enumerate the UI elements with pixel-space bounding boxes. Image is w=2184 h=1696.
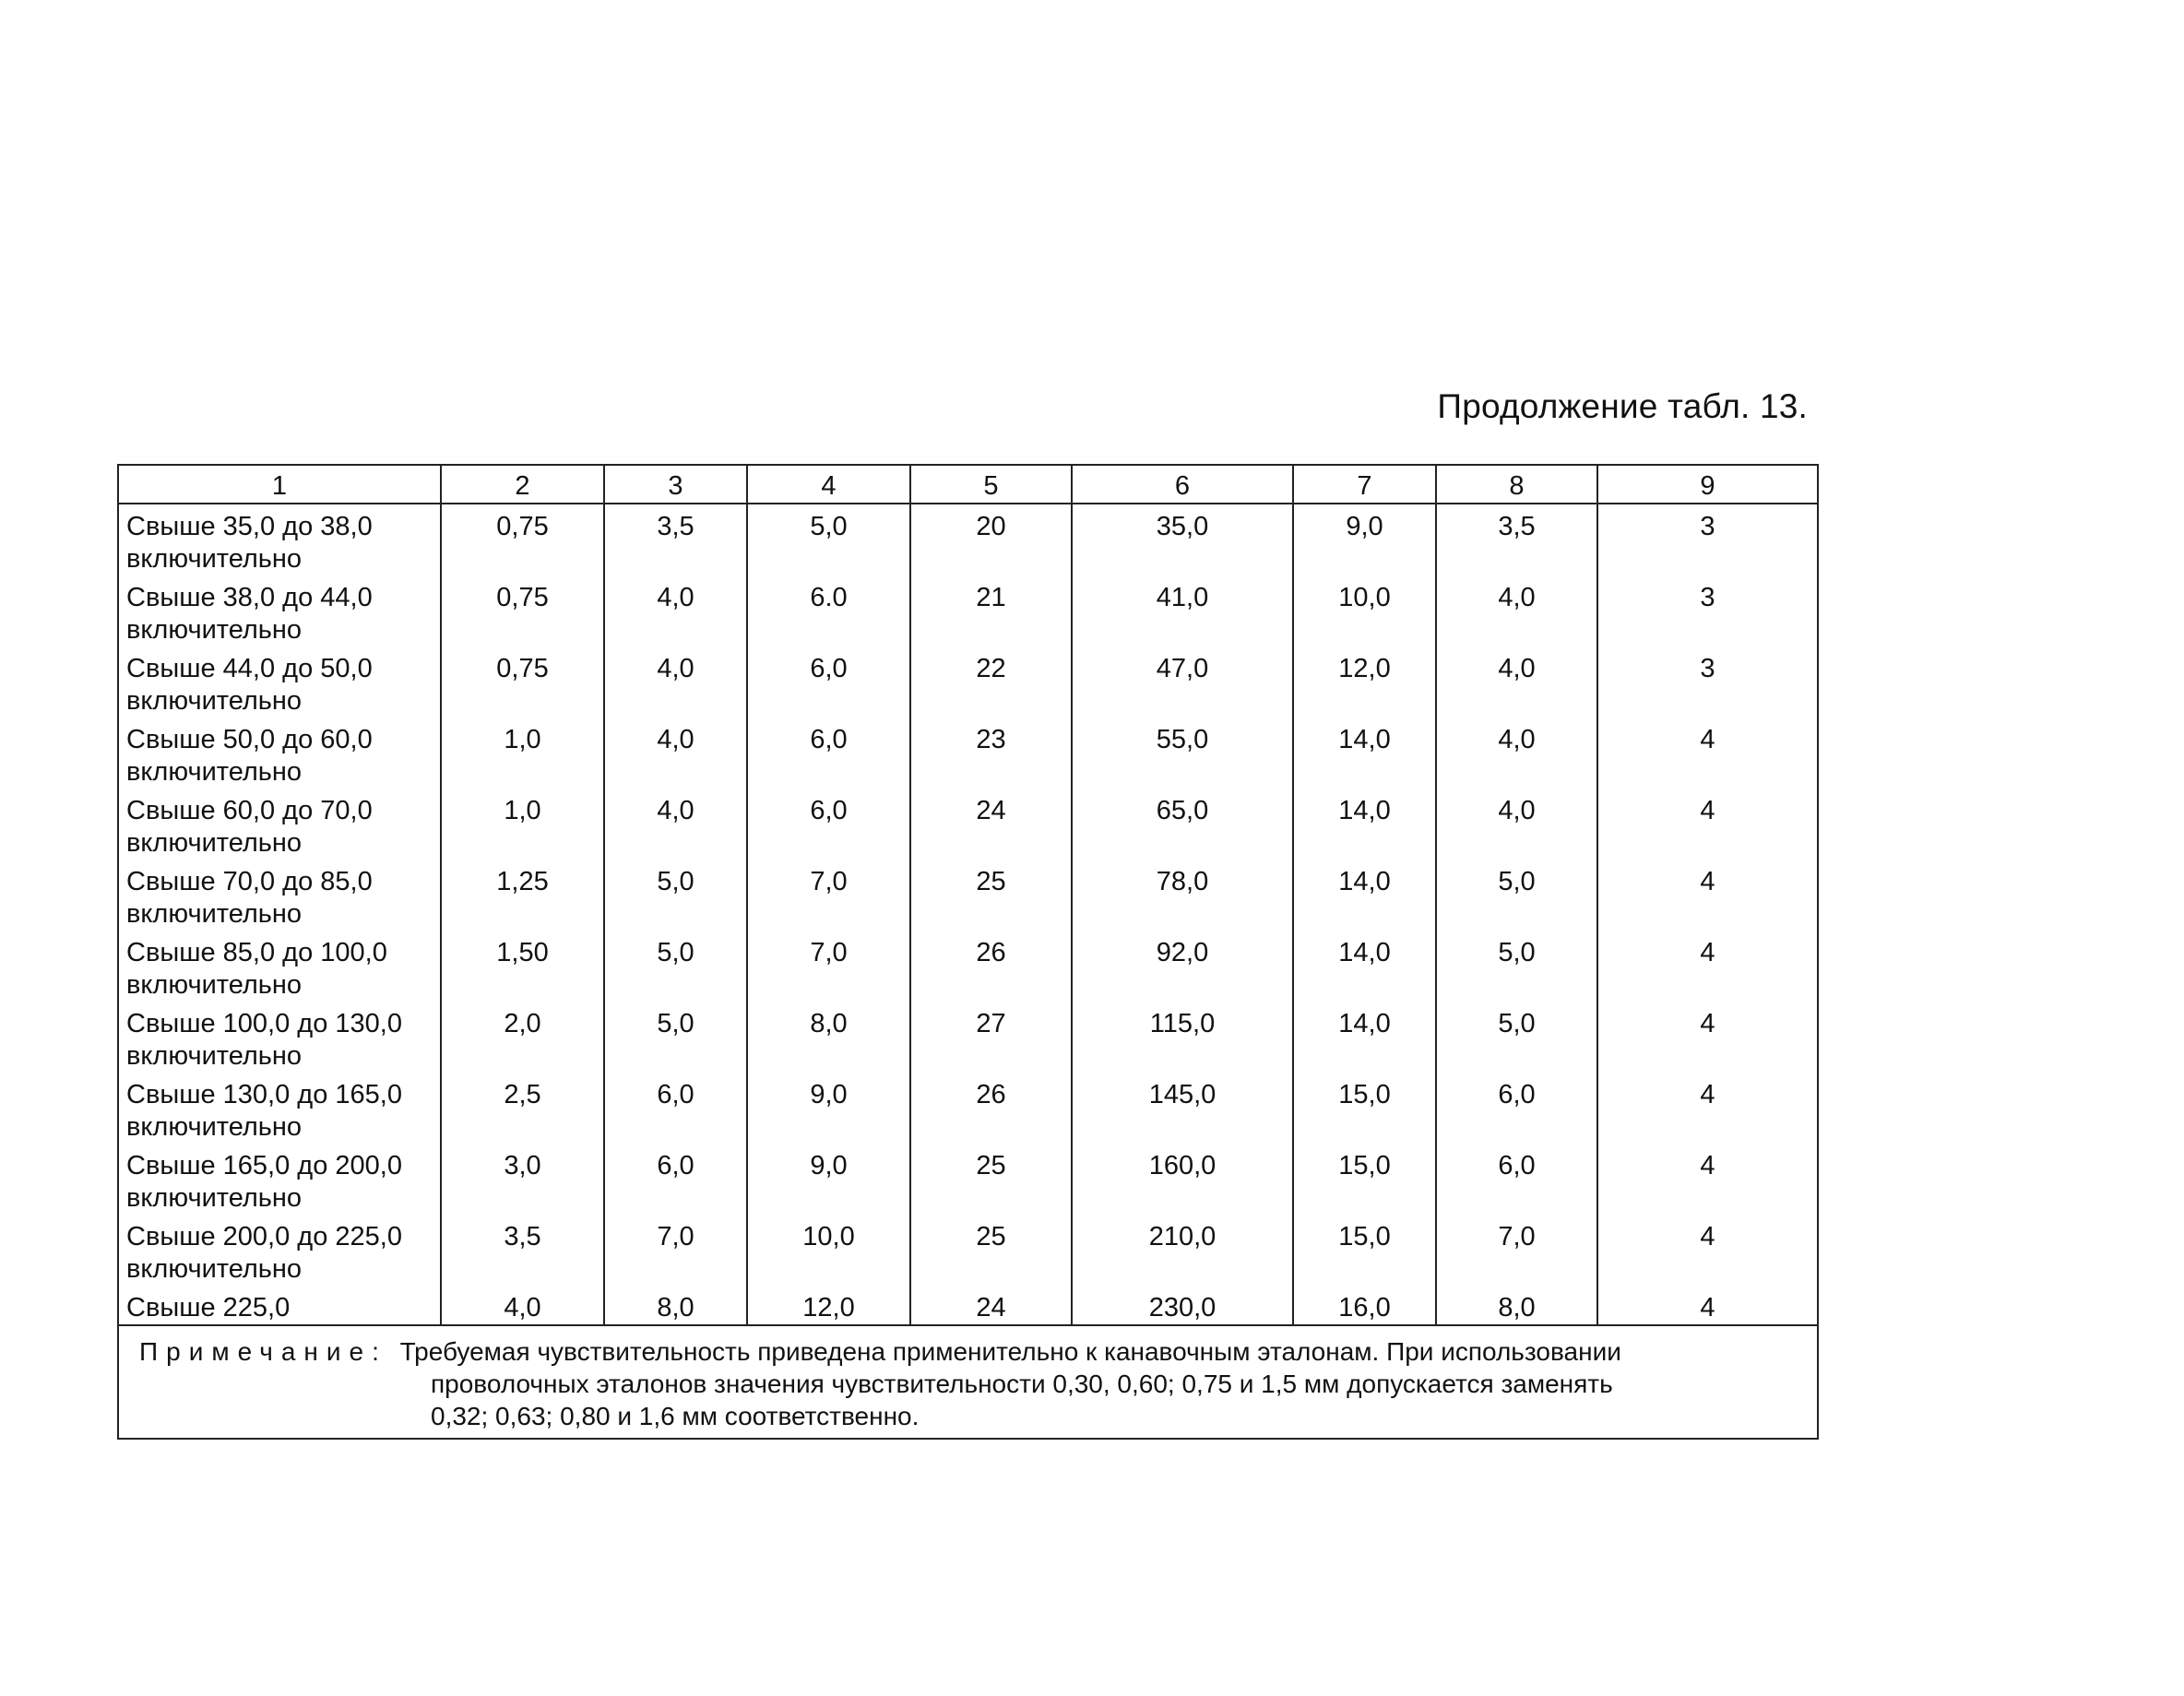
cell-value: 3,5 [1498,512,1536,541]
value-cell-col-5 [910,1144,1072,1215]
column-header: 5 [910,465,1072,504]
data-table [117,464,1819,1440]
value-cell-col-4 [747,931,910,1002]
cell-value: 9,0 [810,1151,848,1180]
cell-value: 5,0 [1498,867,1536,896]
cell-value: 8,0 [810,1009,848,1038]
cell-value: 3,5 [657,512,694,541]
cell-value: 1,0 [504,725,541,754]
value-cell-col-8 [1436,575,1597,646]
cell-value: 4,0 [1498,796,1536,825]
cell-value: 26 [976,938,1006,967]
cell-value: 15,0 [1338,1080,1391,1109]
cell-value: 160,0 [1148,1151,1217,1180]
table-row [118,931,1818,1002]
cell-value: 5,0 [810,512,848,541]
cell-value: 41,0 [1156,583,1209,612]
cell-value: 16,0 [1338,1293,1391,1322]
value-cell-col-6 [1072,931,1293,1002]
cell-value: 3 [1700,583,1715,612]
value-cell-col-4 [747,1073,910,1144]
cell-value: 14,0 [1338,796,1391,825]
value-cell-col-7 [1293,1286,1436,1325]
value-cell-col-9 [1597,1144,1818,1215]
range-suffix: включительно [126,615,303,645]
range-cell [118,931,441,1002]
range-cell [118,575,441,646]
cell-value: 78,0 [1156,867,1209,896]
value-cell-col-3 [604,504,747,575]
cell-value: 8,0 [1498,1293,1536,1322]
cell-value: 4 [1700,1080,1715,1109]
cell-value: 26 [976,1080,1006,1109]
column-header: 3 [604,465,747,504]
range-label: Свыше 70,0 до 85,0 [126,867,373,896]
cell-value: 5,0 [1498,938,1536,967]
cell-value: 5,0 [1498,1009,1536,1038]
value-cell-col-3 [604,931,747,1002]
note-row [118,1325,1818,1439]
range-cell [118,1002,441,1073]
column-header: 8 [1436,465,1597,504]
range-label: Свыше 50,0 до 60,0 [126,725,373,754]
range-suffix: включительно [126,828,303,858]
value-cell-col-4 [747,1286,910,1325]
value-cell-col-9 [1597,1002,1818,1073]
value-cell-col-4 [747,1215,910,1286]
value-cell-col-9 [1597,789,1818,860]
table-row [118,718,1818,789]
value-cell-col-6 [1072,504,1293,575]
cell-value: 1,50 [496,938,549,967]
cell-value: 4 [1700,938,1715,967]
value-cell-col-5 [910,860,1072,931]
cell-value: 4,0 [1498,725,1536,754]
cell-value: 3 [1700,512,1715,541]
value-cell-col-3 [604,1144,747,1215]
value-cell-col-4 [747,575,910,646]
range-label: Свыше 60,0 до 70,0 [126,796,373,825]
range-suffix: включительно [126,1041,303,1071]
note-line-2: проволочных эталонов значения чувствительности 0,30, 0,60; 0,75 и 1,5 мм допускается заменять [431,1370,1613,1398]
value-cell-col-3 [604,860,747,931]
cell-value: 14,0 [1338,938,1391,967]
cell-value: 25 [976,1222,1006,1251]
cell-value: 25 [976,1151,1006,1180]
value-cell-col-9 [1597,1073,1818,1144]
cell-value: 4,0 [657,583,694,612]
value-cell-col-5 [910,646,1072,718]
cell-value: 12,0 [1338,654,1391,683]
value-cell-col-9 [1597,860,1818,931]
cell-value: 7,0 [810,938,848,967]
value-cell-col-6 [1072,646,1293,718]
value-cell-col-8 [1436,1286,1597,1325]
table-row [118,860,1818,931]
value-cell-col-9 [1597,575,1818,646]
value-cell-col-2 [441,1215,604,1286]
value-cell-col-8 [1436,1002,1597,1073]
cell-value: 2,5 [504,1080,541,1109]
value-cell-col-7 [1293,789,1436,860]
cell-value: 23 [976,725,1006,754]
value-cell-col-2 [441,1073,604,1144]
range-cell [118,1073,441,1144]
value-cell-col-5 [910,504,1072,575]
range-label: Свыше 35,0 до 38,0 [126,512,373,541]
cell-value: 27 [976,1009,1006,1038]
range-cell [118,1215,441,1286]
cell-value: 6,0 [657,1151,694,1180]
column-header: 1 [118,465,441,504]
cell-value: 14,0 [1338,725,1391,754]
cell-value: 5,0 [657,1009,694,1038]
cell-value: 14,0 [1338,1009,1391,1038]
range-cell [118,718,441,789]
cell-value: 55,0 [1156,725,1209,754]
cell-value: 0,75 [496,654,549,683]
cell-value: 210,0 [1148,1222,1217,1251]
value-cell-col-8 [1436,1215,1597,1286]
value-cell-col-2 [441,1286,604,1325]
range-label: Свыше 200,0 до 225,0 [126,1222,402,1251]
cell-value: 15,0 [1338,1222,1391,1251]
value-cell-col-6 [1072,1144,1293,1215]
value-cell-col-4 [747,646,910,718]
range-label: Свыше 100,0 до 130,0 [126,1009,402,1038]
cell-value: 5,0 [657,938,694,967]
value-cell-col-6 [1072,1215,1293,1286]
value-cell-col-5 [910,718,1072,789]
table-row [118,1215,1818,1286]
value-cell-col-5 [910,1002,1072,1073]
value-cell-col-4 [747,1002,910,1073]
table-row [118,789,1818,860]
table-row [118,1144,1818,1215]
cell-value: 92,0 [1156,938,1209,967]
cell-value: 47,0 [1156,654,1209,683]
range-label: Свыше 44,0 до 50,0 [126,654,373,683]
value-cell-col-2 [441,718,604,789]
cell-value: 4 [1700,1009,1715,1038]
cell-value: 6,0 [1498,1080,1536,1109]
table-row [118,1073,1818,1144]
cell-value: 10,0 [1338,583,1391,612]
cell-value: 3,0 [504,1151,541,1180]
cell-value: 4 [1700,725,1715,754]
cell-value: 20 [976,512,1006,541]
cell-value: 7,0 [810,867,848,896]
range-cell [118,646,441,718]
value-cell-col-5 [910,1073,1072,1144]
cell-value: 6.0 [810,583,848,612]
value-cell-col-7 [1293,504,1436,575]
value-cell-col-9 [1597,1215,1818,1286]
value-cell-col-7 [1293,575,1436,646]
cell-value: 6,0 [810,725,848,754]
value-cell-col-2 [441,789,604,860]
value-cell-col-2 [441,575,604,646]
value-cell-col-2 [441,931,604,1002]
value-cell-col-3 [604,1073,747,1144]
cell-value: 5,0 [657,867,694,896]
cell-value: 0,75 [496,583,549,612]
value-cell-col-5 [910,1286,1072,1325]
value-cell-col-2 [441,1002,604,1073]
table-row [118,575,1818,646]
value-cell-col-8 [1436,1073,1597,1144]
column-header: 6 [1072,465,1293,504]
value-cell-col-8 [1436,931,1597,1002]
header-row [118,465,1818,504]
range-cell [118,860,441,931]
cell-value: 1,0 [504,796,541,825]
cell-value: 4 [1700,1151,1715,1180]
table-container [117,464,1817,1440]
range-cell [118,1144,441,1215]
table-caption: Продолжение табл. 13. [1437,387,1808,425]
range-label: Свыше 225,0 [126,1293,291,1322]
cell-value: 3,5 [504,1222,541,1251]
range-label: Свыше 165,0 до 200,0 [126,1151,402,1180]
note-cell [118,1325,1818,1439]
value-cell-col-2 [441,504,604,575]
value-cell-col-5 [910,1215,1072,1286]
range-suffix: включительно [126,1112,303,1142]
range-suffix: включительно [126,1254,303,1284]
value-cell-col-7 [1293,1002,1436,1073]
value-cell-col-9 [1597,646,1818,718]
cell-value: 4 [1700,1222,1715,1251]
value-cell-col-6 [1072,1286,1293,1325]
range-cell [118,789,441,860]
value-cell-col-8 [1436,1144,1597,1215]
cell-value: 4,0 [657,654,694,683]
value-cell-col-6 [1072,575,1293,646]
cell-value: 4,0 [504,1293,541,1322]
note-label: Примечание: [139,1337,387,1366]
cell-value: 4,0 [657,796,694,825]
cell-value: 1,25 [496,867,549,896]
value-cell-col-7 [1293,1144,1436,1215]
cell-value: 0,75 [496,512,549,541]
cell-value: 22 [976,654,1006,683]
range-cell [118,504,441,575]
cell-value: 7,0 [1498,1222,1536,1251]
value-cell-col-7 [1293,1073,1436,1144]
value-cell-col-3 [604,1286,747,1325]
value-cell-col-3 [604,575,747,646]
table-row [118,504,1818,575]
value-cell-col-9 [1597,1286,1818,1325]
value-cell-col-4 [747,504,910,575]
cell-value: 6,0 [1498,1151,1536,1180]
value-cell-col-7 [1293,860,1436,931]
cell-value: 4 [1700,1293,1715,1322]
value-cell-col-5 [910,931,1072,1002]
value-cell-col-5 [910,575,1072,646]
range-suffix: включительно [126,544,303,574]
value-cell-col-3 [604,718,747,789]
cell-value: 115,0 [1149,1009,1216,1038]
value-cell-col-4 [747,1144,910,1215]
value-cell-col-2 [441,1144,604,1215]
cell-value: 3 [1700,654,1715,683]
value-cell-col-4 [747,860,910,931]
value-cell-col-8 [1436,860,1597,931]
value-cell-col-8 [1436,504,1597,575]
note-line-3: 0,32; 0,63; 0,80 и 1,6 мм соответственно. [431,1402,920,1430]
value-cell-col-3 [604,1215,747,1286]
value-cell-col-4 [747,789,910,860]
value-cell-col-6 [1072,789,1293,860]
value-cell-col-3 [604,1002,747,1073]
range-suffix: включительно [126,899,303,929]
value-cell-col-6 [1072,1073,1293,1144]
value-cell-col-8 [1436,646,1597,718]
column-header: 4 [747,465,910,504]
table-row [118,1002,1818,1073]
value-cell-col-7 [1293,646,1436,718]
cell-value: 4 [1700,867,1715,896]
cell-value: 9,0 [810,1080,848,1109]
cell-value: 4,0 [1498,583,1536,612]
cell-value: 35,0 [1156,512,1209,541]
range-label: Свыше 130,0 до 165,0 [126,1080,402,1109]
value-cell-col-7 [1293,718,1436,789]
cell-value: 24 [976,796,1006,825]
value-cell-col-6 [1072,860,1293,931]
value-cell-col-7 [1293,931,1436,1002]
cell-value: 14,0 [1338,867,1391,896]
cell-value: 7,0 [657,1222,694,1251]
value-cell-col-9 [1597,504,1818,575]
cell-value: 6,0 [810,796,848,825]
column-header: 9 [1597,465,1818,504]
value-cell-col-2 [441,646,604,718]
value-cell-col-3 [604,646,747,718]
cell-value: 2,0 [504,1009,541,1038]
cell-value: 9,0 [1346,512,1383,541]
note-line-1: Требуемая чувствительность приведена применительно к канавочным эталонам. При использовании [399,1337,1621,1366]
range-label: Свыше 85,0 до 100,0 [126,938,387,967]
column-header: 2 [441,465,604,504]
cell-value: 25 [976,867,1006,896]
cell-value: 15,0 [1338,1151,1391,1180]
table-row [118,1286,1818,1325]
table-row [118,646,1818,718]
cell-value: 6,0 [657,1080,694,1109]
value-cell-col-6 [1072,1002,1293,1073]
value-cell-col-7 [1293,1215,1436,1286]
cell-value: 65,0 [1156,796,1209,825]
value-cell-col-8 [1436,789,1597,860]
column-header: 7 [1293,465,1436,504]
value-cell-col-9 [1597,718,1818,789]
value-cell-col-6 [1072,718,1293,789]
range-suffix: включительно [126,686,303,716]
cell-value: 145,0 [1148,1080,1217,1109]
cell-value: 230,0 [1148,1293,1217,1322]
value-cell-col-8 [1436,718,1597,789]
cell-value: 4 [1700,796,1715,825]
cell-value: 24 [976,1293,1006,1322]
range-cell [118,1286,441,1325]
value-cell-col-5 [910,789,1072,860]
cell-value: 4,0 [1498,654,1536,683]
cell-value: 12,0 [802,1293,855,1322]
cell-value: 10,0 [802,1222,855,1251]
range-label: Свыше 38,0 до 44,0 [126,583,373,612]
value-cell-col-4 [747,718,910,789]
cell-value: 4,0 [657,725,694,754]
range-suffix: включительно [126,970,303,1000]
cell-value: 8,0 [657,1293,694,1322]
value-cell-col-2 [441,860,604,931]
range-suffix: включительно [126,1183,303,1213]
value-cell-col-9 [1597,931,1818,1002]
range-suffix: включительно [126,757,303,787]
cell-value: 6,0 [810,654,848,683]
value-cell-col-3 [604,789,747,860]
cell-value: 21 [976,583,1006,612]
